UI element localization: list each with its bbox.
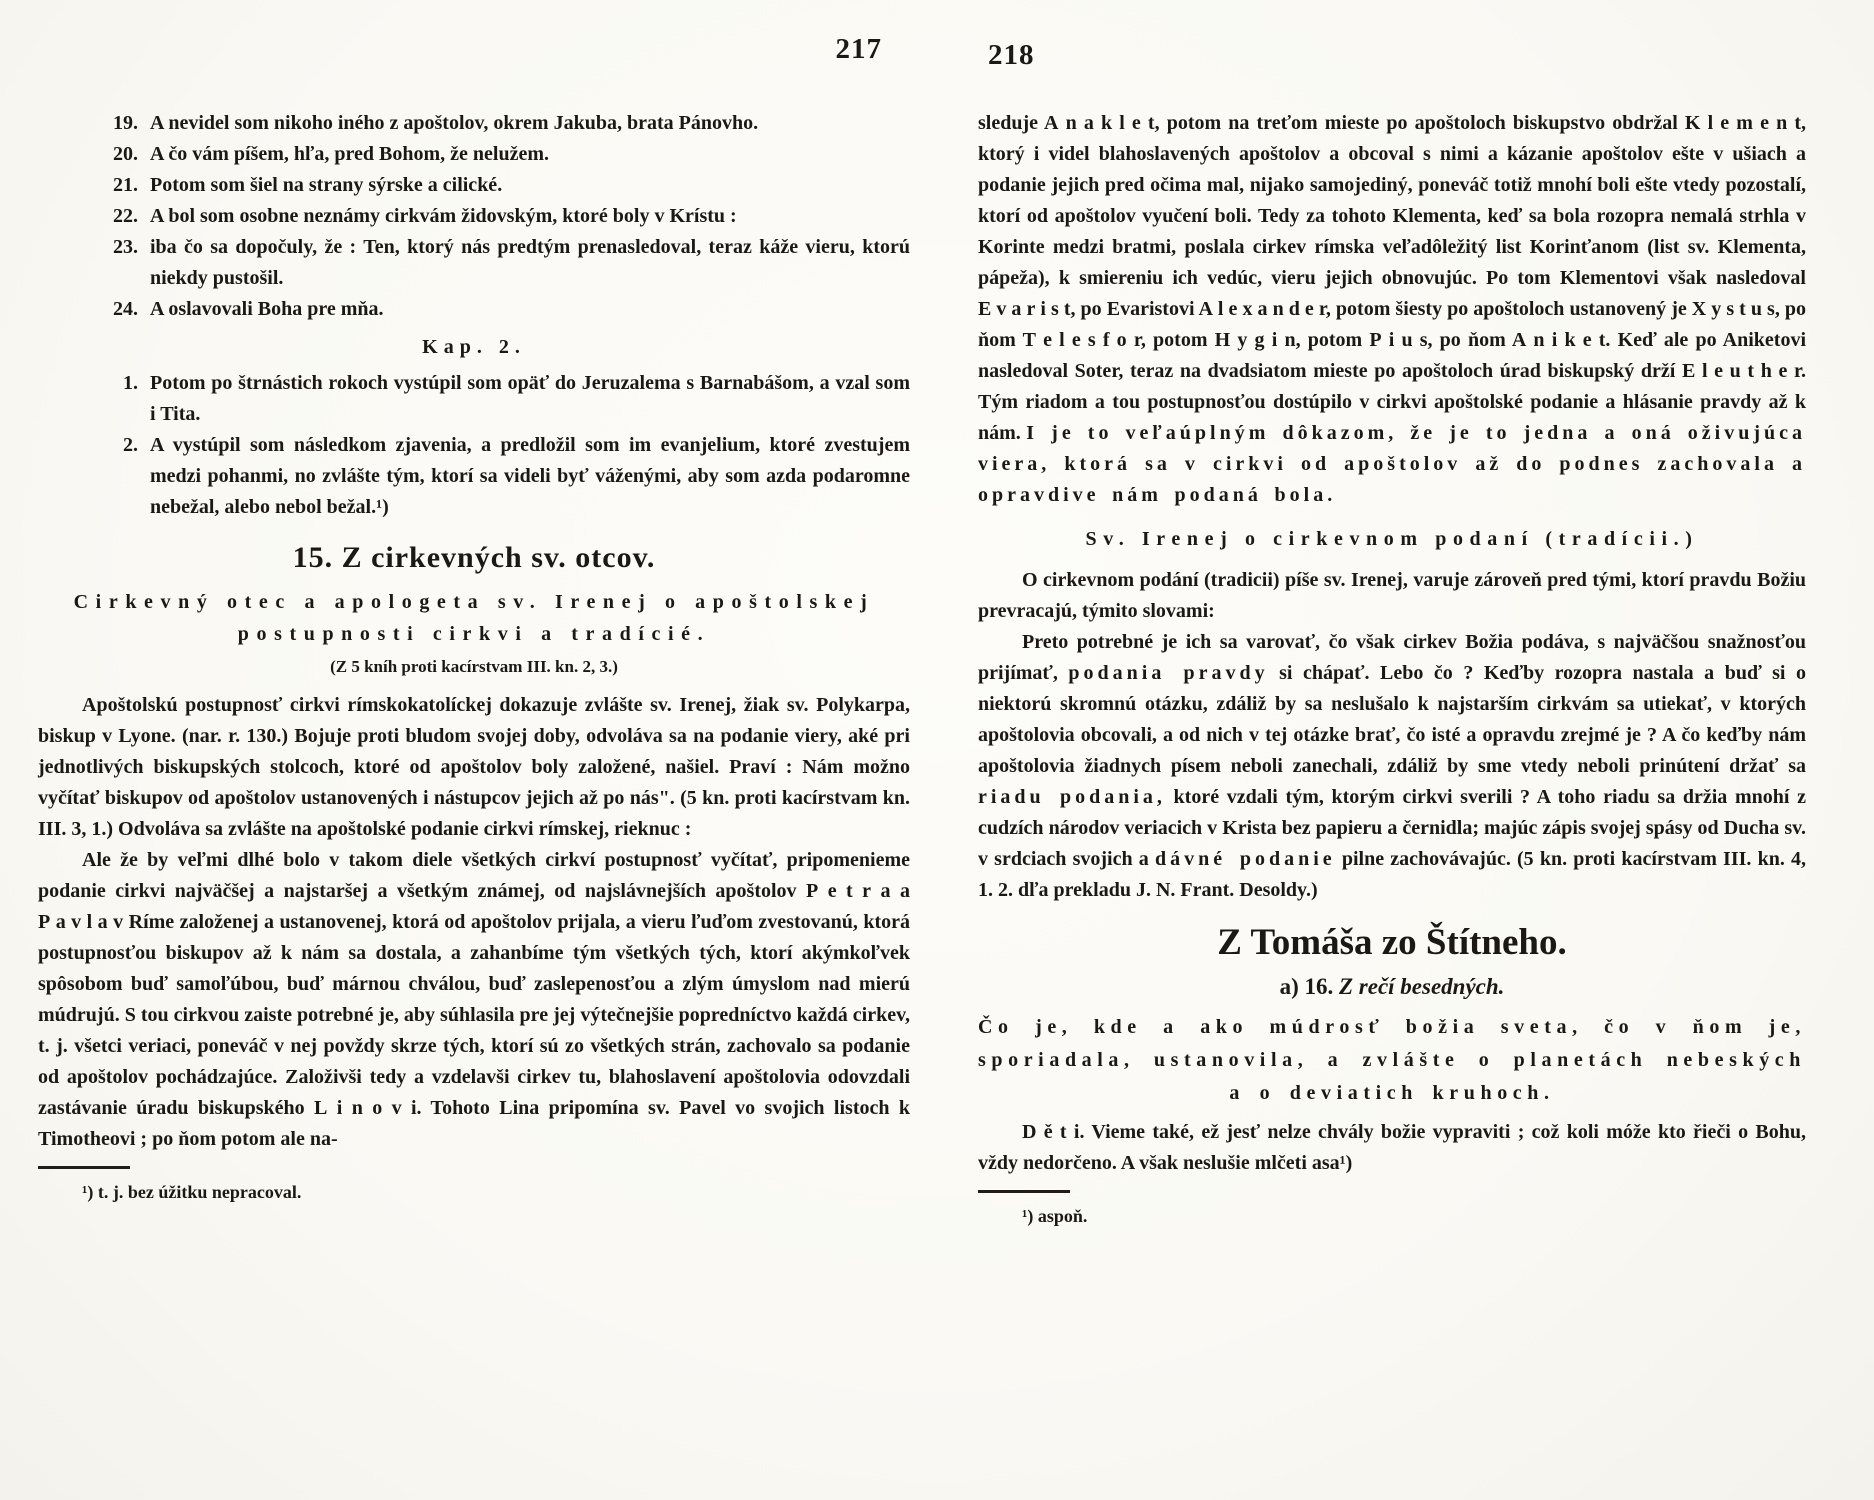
verse-text: A vystúpil som následkom zjavenia, a predložil som im evanjelium, ktoré zvestujem medzi pohanmi, no zvlášte tým, ktorí sa videli byť váženými, aby som azda podaromne nebežal, alebo nebol bežal.¹) (150, 434, 910, 518)
source-note: (Z 5 kníh proti kacírstvam III. kn. 2, 3.) (330, 657, 618, 676)
emphasized-segment: riadu podania, (978, 786, 1166, 808)
page-number-left: 217 (835, 33, 882, 65)
verse-row (38, 294, 910, 325)
paragraph (978, 108, 1806, 511)
paragraph (978, 627, 1806, 906)
verse-number: 23. (113, 236, 138, 258)
section-subheading: Cirkevný otec a apologeta sv. Irenej o apoštolskej postupnosti cirkvi a tradícié. (73, 591, 875, 645)
verse-row (38, 201, 910, 232)
footnote-text: ¹) t. j. bez úžitku nepracoval. (82, 1182, 302, 1202)
paragraph: D ě t i. Vieme také, ež jesť nelze chvály božie vypraviti ; což koli móže kto řieči o Bohu, vždy nedorčeno. A však neslušie mlčeti asa¹) (978, 1121, 1806, 1174)
section-heading: 15. Z cirkevných sv. otcov. (292, 541, 656, 574)
verse-list (38, 108, 910, 325)
paragraph-segment: si chápať. Lebo čo ? Keďby rozopra nastala a buď si o niektorú skromnú otázku, zdáliž by sa neslušalo k najstarším cirkvám sa utiekať, v ktorých apoštolovia obcovali, a od nich v tej otázke brať, čo isté a opravdu zrejmé je ? A čo keďby nám apoštolovia žiadnych písem neboli zanechali, zdáliž by sme vtedy neboli prinútení držať sa (978, 662, 1807, 777)
verse-text: Potom po štrnástich rokoch vystúpil som opäť do Jeruzalema s Barnabášom, a vzal som i Tita. (150, 372, 910, 425)
verse-text: iba čo sa dopočuly, že : Ten, ktorý nás predtým prenasledoval, teraz káže vieru, ktorú niekdy pustošil. (150, 236, 910, 289)
verse-text: A oslavovali Boha pre mňa. (150, 298, 384, 320)
emphasized-segment: podania pravdy (1068, 662, 1269, 684)
footnote-rule (38, 1166, 130, 1169)
paragraph-segment: pilne zachovávajúc. (5 kn. proti kacírstvam III. kn. 4, 1. 2. dľa prekladu J. N. Frant. Desoldy.) (978, 848, 1807, 901)
verse-number: 24. (113, 298, 138, 320)
verse-text: A čo vám píšem, hľa, pred Bohom, že nelužem. (150, 143, 549, 165)
verse-text: A nevidel som nikoho iného z apoštolov, okrem Jakuba, brata Pánovho. (150, 112, 759, 134)
paragraph: Ale že by veľmi dlhé bolo v takom diele všetkých cirkví postupnosť vyčítať, pripomenieme podanie cirkvi najväčšej a najstaršej a všetkým známej, od najslávnejších apoštolov P e t r a a P a v l a v Ríme založenej a ustanovenej, ktorá od apoštolov prijala, a vieru ľuďom zvestovanú, ktorá postupnosťou biskupov až k nám sa dostala, a zahanbíme tým všetkých tých, ktorí akýmkoľvek spôsobom buď samoľúbou, buď márnou chválou, buď zaslepenosťou a zlým úmyslom nad mierú múdrujú. S tou cirkvou zaiste potrebné je, aby súhlasila pre jej výtečnejšie popredníctvo každá cirkev, t. j. všetci veriaci, poneváč v nej povždy skrze tých, ktorí sú zo všetkých strán, zachovalo sa podanie od apoštolov pochádzajúce. Založivši tedy a vzdelavši cirkev tu, blahoslavení apoštolovia odovzdali zastávanie úradu biskupského L i n o v i. Tohoto Lina pripomína sv. Pavel vo svojich listoch k Timotheovi ; po ňom potom ale na- (38, 849, 910, 1150)
verse-number: 1. (123, 372, 138, 394)
chapter-title: Z Tomáša zo Štítneho. (1217, 922, 1567, 963)
footnote-block (38, 1166, 910, 1208)
emphasized-segment: dávné podanie (1154, 848, 1336, 870)
footnote-rule (978, 1190, 1070, 1193)
paragraph-segment: sleduje A n a k l e t, potom na treťom mieste po apoštoloch biskupstvo obdržal K l e m e n t, ktorý i videl blahoslavených apoštolov a obcoval s nimi a kázanie apoštolov ešte v ušiach a podanie jejich pred očima mal, nijako samojediný, poneváč totiž mnohí boli ešte vtedy pozostalí, ktorí od apoštolov vyučení boli. Tedy za tohoto Klementa, keď sa bola rozopra nemalá strhla v Korinte medzi bratmi, poslala cirkev rímska veľadôležitý list Korinťanom (list sv. Klementa, pápeža), k smiereniu ich vedúc, vieru jejich obnovujúc. Po tom Klementovi však nasledoval E v a r i s t, po Evaristovi A l e x a n d e r, potom šiesty po apoštoloch ustanovený je X y s t u s, po ňom T e l e s f o r, potom H y g i n, potom P i u s, po ňom A n i k e t. Keď ale po Aniketovi nasledoval Soter, teraz na dvadsiatom mieste po apoštoloch úrad biskupský drží E l e u t h e r. Tým riadom a tou postupnosťou dostúpilo v cirkvi apoštolské podanie a hlásanie pravdy až k nám. (978, 112, 1806, 444)
verse-list (38, 368, 910, 523)
paragraph-segment: ktoré vzdali tým, ktorým cirkvi sverili ? A toho riadu sa držia mnohí z cudzích národov veriacich v Krista bez papieru a černidla; majúc zápis svojej spásy od Ducha sv. v srdciach svojich a (978, 786, 1806, 870)
chapter-heading: Kap. 2. (422, 336, 526, 358)
verse-row (38, 108, 910, 139)
verse-number: 22. (113, 205, 138, 227)
verse-number: 2. (123, 434, 138, 456)
verse-number: 21. (113, 174, 138, 196)
footnote-text: ¹) aspoň. (1022, 1206, 1088, 1226)
spaced-summary-paragraph: Čo je, kde a ako múdrosť božia sveta, čo v ňom je, sporiadala, ustanovila, a zvlášte o planetách nebeských a o deviatich kruhoch. (978, 1016, 1806, 1104)
verse-number: 20. (113, 143, 138, 165)
paragraph: Apoštolskú postupnosť cirkvi rímskokatolíckej dokazuje zvlášte sv. Irenej, žiak sv. Polykarpa, biskup v Lyone. (nar. r. 130.) Bojuje proti bludom svojej doby, odvoláva sa na podanie viery, aké pri jednotlivých biskupských stolcoch, ktoré od apoštolov boly založené, našiel. Praví : Nám možno vyčítať biskupov od apoštolov ustanovených i nástupcov jejich až po nás". (5 kn. proti kacírstvam kn. III. 3, 1.) Odvoláva sa zvlášte na apoštolské podanie cirkvi rímskej, rieknuc : (38, 694, 910, 840)
section-subheading: Sv. Irenej o cirkevnom podaní (tradícii.) (1085, 528, 1699, 550)
page-right-column (978, 108, 1806, 1232)
subtitle-italic: Z rečí besedných. (1338, 974, 1505, 999)
verse-text: Potom som šiel na strany sýrske a cilické. (150, 174, 503, 196)
subtitle-prefix: a) 16. (1279, 974, 1334, 999)
footnote-block (978, 1190, 1806, 1232)
verse-row (38, 139, 910, 170)
paragraph-segment: Preto potrebné je ich sa varovať, čo však cirkev Božia podáva, s najväčšou snažnosťou prijímať, (978, 631, 1806, 684)
page-number-right: 218 (988, 39, 1035, 71)
verse-row (38, 430, 910, 523)
paragraph: O cirkevnom podání (tradicii) píše sv. Irenej, varuje zároveň pred tými, ktorí pravdu Božiu prevracajú, týmito slovami: (978, 569, 1806, 622)
verse-number: 19. (113, 112, 138, 134)
verse-row (38, 170, 910, 201)
page-left-column (38, 108, 910, 1208)
verse-row (38, 232, 910, 294)
section-subtitle (978, 972, 1806, 1002)
emphasized-segment: I je to veľaúplným dôkazom, že je to jedna a oná oživujúca viera, ktorá sa v cirkvi od apoštolov až do podnes zachovala a opravdive nám podaná bola. (978, 422, 1807, 506)
verse-text: A bol som osobne neznámy cirkvám židovským, ktoré boly v Krístu : (150, 205, 737, 227)
verse-row (38, 368, 910, 430)
